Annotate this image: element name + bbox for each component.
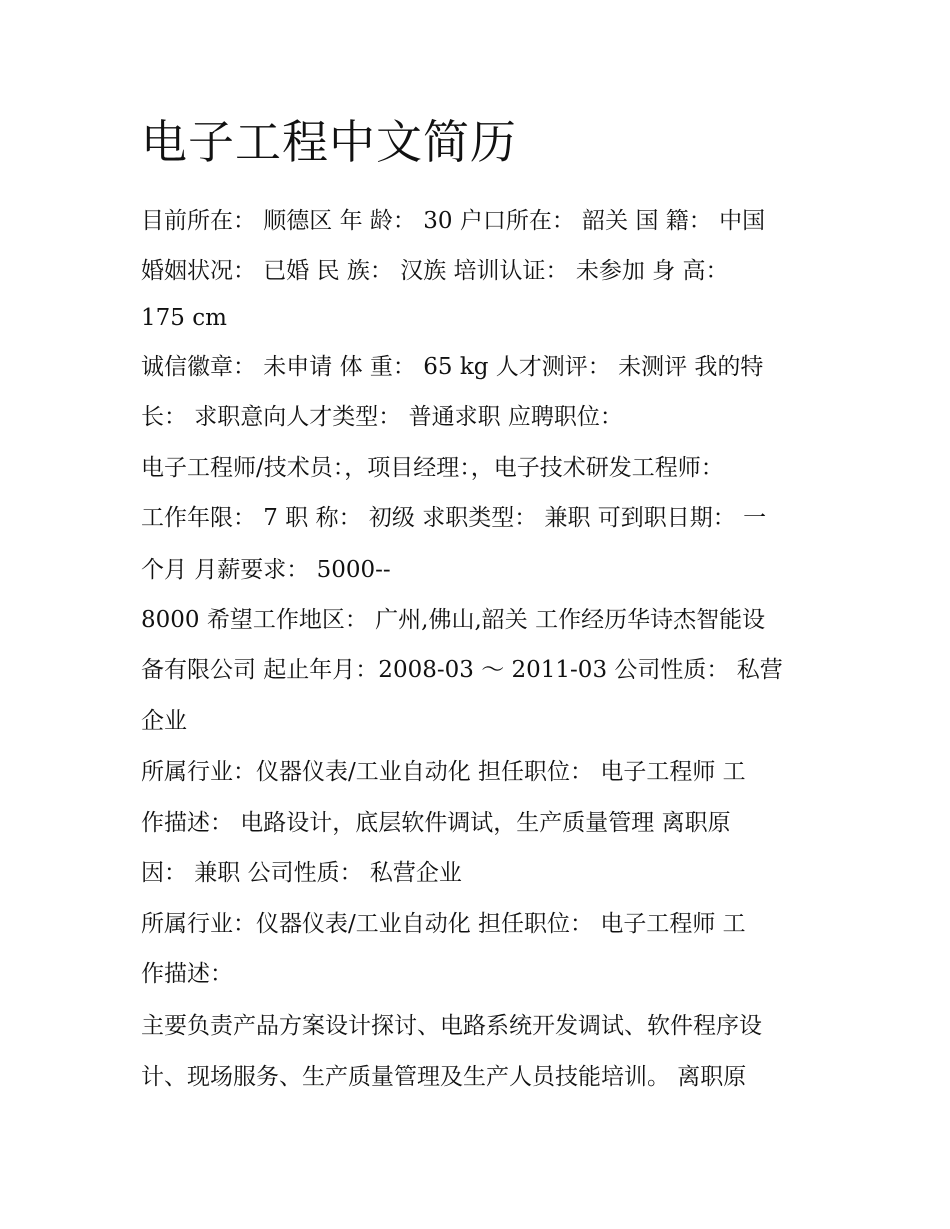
text-line: 婚姻状况： 已婚 民 族： 汉族 培训认证： 未参加 身 高： [141, 258, 729, 284]
text-line: 所属行业：仪器仪表/工业自动化 担任职位： 电子工程师 工 [141, 911, 746, 937]
text-line: 目前所在： 顺德区 年 龄： 30 户口所在： 韶关 国 籍： 中国 [141, 208, 766, 234]
text-line: 8000 希望工作地区： 广州,佛山,韶关 工作经历华诗杰智能设 [141, 607, 766, 633]
text-line: 备有限公司 起止年月：2008-03 ～ 2011-03 公司性质： 私营 [141, 657, 783, 683]
text-line: 175 cm [141, 305, 227, 331]
text-line: 诚信徽章： 未申请 体 重： 65 kg 人才测评： 未测评 我的特 [141, 354, 764, 380]
text-line: 个月 月薪要求： 5000-- [141, 557, 391, 583]
text-line: 主要负责产品方案设计探讨、电路系统开发调试、软件程序设 [141, 1013, 762, 1039]
text-line: 计、现场服务、生产质量管理及生产人员技能培训。 离职原 [141, 1064, 747, 1090]
text-line: 作描述： 电路设计，底层软件调试，生产质量管理 离职原 [141, 810, 731, 836]
text-line: 工作年限： 7 职 称： 初级 求职类型： 兼职 可到职日期： 一 [141, 505, 767, 531]
text-line: 企业 [141, 708, 187, 734]
text-line: 长： 求职意向人才类型： 普通求职 应聘职位： [141, 404, 623, 430]
text-line: 因： 兼职 公司性质： 私营企业 [141, 860, 462, 886]
resume-title: 电子工程中文简历 [141, 115, 517, 169]
text-line: 所属行业：仪器仪表/工业自动化 担任职位： 电子工程师 工 [141, 759, 746, 785]
text-line: 作描述： [141, 961, 233, 987]
text-line: 电子工程师/技术员：，项目经理：，电子技术研发工程师： [141, 455, 724, 481]
